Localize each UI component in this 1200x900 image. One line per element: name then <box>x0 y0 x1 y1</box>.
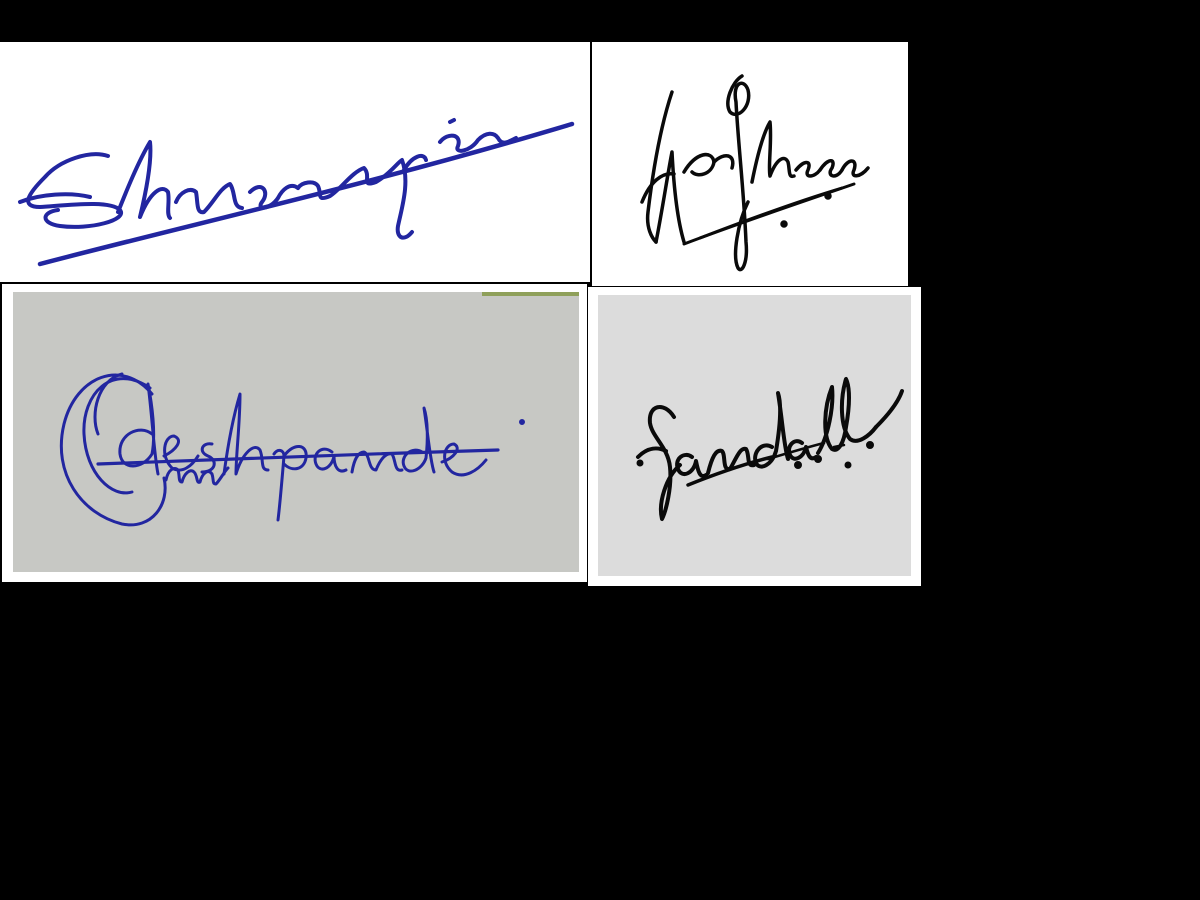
signature-drawing-1 <box>0 42 590 282</box>
signature-drawing-3 <box>2 284 587 582</box>
signature-tile-4 <box>588 287 921 586</box>
signature-drawing-4 <box>588 287 921 586</box>
signature-tile-3 <box>2 284 587 582</box>
signature-drawing-2 <box>592 42 908 286</box>
signature-tile-2 <box>592 42 908 286</box>
signature-tile-1 <box>0 42 590 282</box>
